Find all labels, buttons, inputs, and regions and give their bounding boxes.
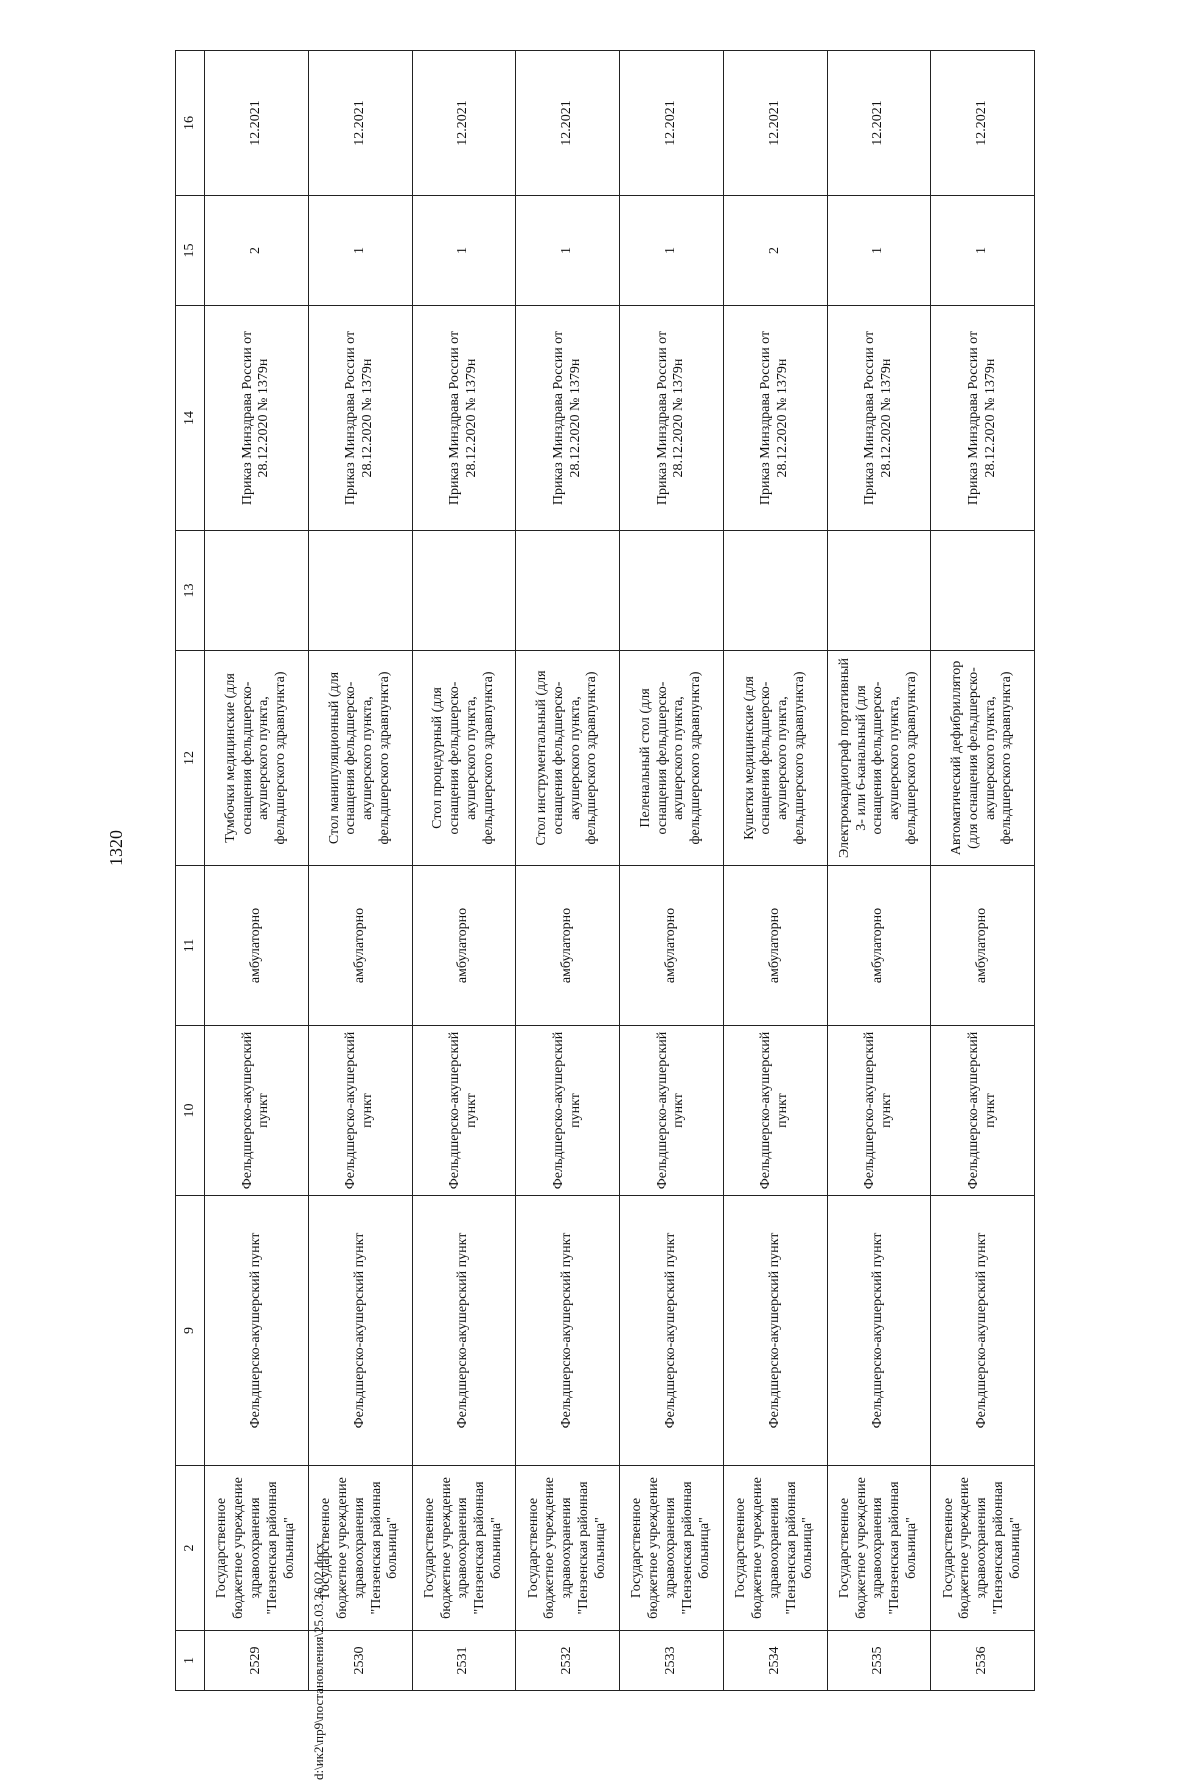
organization-name: Государственное бюджетное учреждение здравоохранения "Пензенская районная больница" (205, 1466, 309, 1631)
quantity: 1 (412, 196, 516, 306)
unit-type: Фельдшерско-акушерский пункт (308, 1026, 412, 1196)
table-row (620, 51, 724, 1691)
unit-type: Фельдшерско-акушерский пункт (620, 1026, 724, 1196)
unit-name: Фельдшерско-акушерский пункт (308, 1196, 412, 1466)
care-mode: амбулаторно (308, 866, 412, 1026)
quantity: 1 (827, 196, 931, 306)
organization-name: Государственное бюджетное учреждение здравоохранения "Пензенская районная больница" (620, 1466, 724, 1631)
row-number: 2536 (931, 1631, 1035, 1691)
deadline: 12.2021 (931, 51, 1035, 196)
organization-name: Государственное бюджетное учреждение здравоохранения "Пензенская районная больница" (412, 1466, 516, 1631)
care-mode: амбулаторно (931, 866, 1035, 1026)
quantity: 1 (620, 196, 724, 306)
deadline: 12.2021 (412, 51, 516, 196)
col13-value (412, 531, 516, 651)
footer-file-path: d:\ик2\пр9\постановления\25.03.26.02.docx (311, 1542, 326, 1780)
col-header: 15 (176, 196, 205, 306)
deadline: 12.2021 (308, 51, 412, 196)
row-number: 2534 (723, 1631, 827, 1691)
unit-name: Фельдшерско-акушерский пункт (516, 1196, 620, 1466)
equipment-name: Стол манипуляционный (для оснащения фельдшерско-акушерского пункта, фельдшерского здравпункта) (308, 651, 412, 866)
care-mode: амбулаторно (827, 866, 931, 1026)
col-header: 10 (176, 1026, 205, 1196)
page-number: 1320 (106, 830, 126, 866)
col-header: 11 (176, 866, 205, 1026)
organization-name: Государственное бюджетное учреждение здравоохранения "Пензенская районная больница" (931, 1466, 1035, 1631)
order-reference: Приказ Минздрава России от 28.12.2020 № 1379н (620, 306, 724, 531)
equipment-name: Пеленальный стол (для оснащения фельдшерско-акушерского пункта, фельдшерского здравпункта) (620, 651, 724, 866)
table-row (516, 51, 620, 1691)
quantity: 2 (205, 196, 309, 306)
care-mode: амбулаторно (620, 866, 724, 1026)
col-header: 1 (176, 1631, 205, 1691)
order-reference: Приказ Минздрава России от 28.12.2020 № 1379н (827, 306, 931, 531)
equipment-name: Кушетки медицинские (для оснащения фельдшерско-акушерского пункта, фельдшерского здравпункта) (723, 651, 827, 866)
col-header: 13 (176, 531, 205, 651)
organization-name: Государственное бюджетное учреждение здравоохранения "Пензенская районная больница" (827, 1466, 931, 1631)
quantity: 1 (308, 196, 412, 306)
row-number: 2533 (620, 1631, 724, 1691)
rotated-table-canvas (175, 51, 1035, 1691)
col-header: 16 (176, 51, 205, 196)
deadline: 12.2021 (827, 51, 931, 196)
col13-value (516, 531, 620, 651)
care-mode: амбулаторно (516, 866, 620, 1026)
equipment-name: Электрокардиограф портативный 3- или 6-канальный (для оснащения фельдшерско-акушерского пункта, фельдшерского здравпункта) (827, 651, 931, 866)
table-row (931, 51, 1035, 1691)
organization-name: Государственное бюджетное учреждение здравоохранения "Пензенская районная больница" (516, 1466, 620, 1631)
care-mode: амбулаторно (205, 866, 309, 1026)
unit-name: Фельдшерско-акушерский пункт (205, 1196, 309, 1466)
quantity: 1 (931, 196, 1035, 306)
col13-value (308, 531, 412, 651)
quantity: 2 (723, 196, 827, 306)
deadline: 12.2021 (723, 51, 827, 196)
organization-name: Государственное бюджетное учреждение здравоохранения "Пензенская районная больница" (308, 1466, 412, 1631)
equipment-name: Стол процедурный (для оснащения фельдшерско-акушерского пункта, фельдшерского здравпункта) (412, 651, 516, 866)
row-number: 2531 (412, 1631, 516, 1691)
table-row (827, 51, 931, 1691)
care-mode: амбулаторно (412, 866, 516, 1026)
equipment-name: Тумбочки медицинские (для оснащения фельдшерско-акушерского пункта, фельдшерского здравпункта) (205, 651, 309, 866)
col-header: 12 (176, 651, 205, 866)
order-reference: Приказ Минздрава России от 28.12.2020 № 1379н (723, 306, 827, 531)
unit-type: Фельдшерско-акушерский пункт (205, 1026, 309, 1196)
col13-value (205, 531, 309, 651)
col13-value (931, 531, 1035, 651)
unit-name: Фельдшерско-акушерский пункт (931, 1196, 1035, 1466)
unit-name: Фельдшерско-акушерский пункт (620, 1196, 724, 1466)
col13-value (620, 531, 724, 651)
quantity: 1 (516, 196, 620, 306)
order-reference: Приказ Минздрава России от 28.12.2020 № 1379н (516, 306, 620, 531)
col13-value (723, 531, 827, 651)
deadline: 12.2021 (620, 51, 724, 196)
unit-name: Фельдшерско-акушерский пункт (412, 1196, 516, 1466)
order-reference: Приказ Минздрава России от 28.12.2020 № 1379н (205, 306, 309, 531)
unit-type: Фельдшерско-акушерский пункт (827, 1026, 931, 1196)
table-row (205, 51, 309, 1691)
col-header: 14 (176, 306, 205, 531)
table-row (412, 51, 516, 1691)
col13-value (827, 531, 931, 651)
unit-type: Фельдшерско-акушерский пункт (516, 1026, 620, 1196)
order-reference: Приказ Минздрава России от 28.12.2020 № 1379н (308, 306, 412, 531)
unit-name: Фельдшерско-акушерский пункт (827, 1196, 931, 1466)
equipment-name: Стол инструментальный (для оснащения фельдшерско-акушерского пункта, фельдшерского здравпункта) (516, 651, 620, 866)
unit-name: Фельдшерско-акушерский пункт (723, 1196, 827, 1466)
col-header: 9 (176, 1196, 205, 1466)
deadline: 12.2021 (205, 51, 309, 196)
deadline: 12.2021 (516, 51, 620, 196)
unit-type: Фельдшерско-акушерский пункт (931, 1026, 1035, 1196)
equipment-name: Автоматический дефибриллятор (для оснащения фельдшерско-акушерского пункта, фельдшерского здравпункта) (931, 651, 1035, 866)
unit-type: Фельдшерско-акушерский пункт (412, 1026, 516, 1196)
equipment-table (175, 50, 1035, 1691)
order-reference: Приказ Минздрава России от 28.12.2020 № 1379н (412, 306, 516, 531)
row-number: 2535 (827, 1631, 931, 1691)
care-mode: амбулаторно (723, 866, 827, 1026)
col-header: 2 (176, 1466, 205, 1631)
organization-name: Государственное бюджетное учреждение здравоохранения "Пензенская районная больница" (723, 1466, 827, 1631)
row-number: 2529 (205, 1631, 309, 1691)
order-reference: Приказ Минздрава России от 28.12.2020 № 1379н (931, 306, 1035, 531)
column-number-row (176, 51, 205, 1691)
table-row (723, 51, 827, 1691)
row-number: 2532 (516, 1631, 620, 1691)
unit-type: Фельдшерско-акушерский пункт (723, 1026, 827, 1196)
row-number: 2530 (308, 1631, 412, 1691)
